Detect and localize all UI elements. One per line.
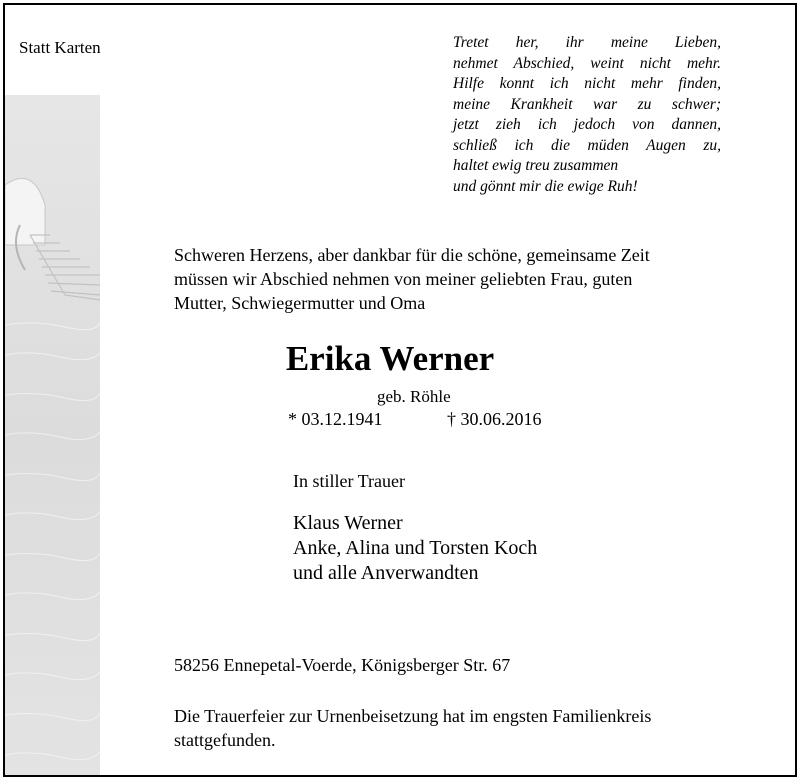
poem-line: Hilfe konnt ich nicht mehr finden,: [453, 75, 721, 92]
obituary-frame: [3, 3, 797, 777]
poem-line: jetzt zieh ich jedoch von dannen,: [453, 116, 721, 133]
mourner-name: und alle Anverwandten: [293, 562, 479, 584]
ceremony-line: stattgefunden.: [174, 730, 276, 750]
birth-name: geb. Röhle: [377, 387, 451, 406]
intro-line: Mutter, Schwiegermutter und Oma: [174, 293, 426, 313]
death-date: † 30.06.2016: [447, 409, 542, 429]
poem: [453, 33, 721, 197]
deceased-name: Erika Werner: [285, 339, 495, 378]
statt-karten-label: Statt Karten: [19, 38, 101, 57]
poem-line: meine Krankheit war zu schwer;: [453, 95, 721, 113]
mourner-name: Anke, Alina und Torsten Koch: [293, 537, 538, 559]
poem-line: schließ ich die müden Augen zu,: [453, 136, 721, 154]
intro-line: Schweren Herzens, aber dankbar für die schöne, gemeinsame Zeit: [174, 245, 650, 265]
mourning-heading: In stiller Trauer: [293, 471, 405, 491]
address: 58256 Ennepetal-Voerde, Königsberger Str. 67: [174, 655, 511, 675]
mourner-name: Klaus Werner: [293, 512, 403, 534]
poem-line: haltet ewig treu zusammen: [453, 157, 619, 174]
poem-line: nehmet Abschied, weint nicht mehr.: [453, 54, 721, 72]
intro-line: müssen wir Abschied nehmen von meiner geliebten Frau, guten: [174, 269, 633, 289]
intro-text: [174, 243, 734, 315]
poem-line: Tretet her, ihr meine Lieben,: [453, 34, 721, 51]
birth-date: * 03.12.1941: [288, 409, 383, 429]
ceremony-line: Die Trauerfeier zur Urnenbeisetzung hat im engsten Familienkreis: [174, 706, 652, 726]
stairway-artwork: [5, 95, 100, 775]
poem-line: und gönnt mir die ewige Ruh!: [453, 177, 638, 195]
ceremony-note: [174, 704, 651, 752]
mourners-list: [293, 511, 537, 586]
